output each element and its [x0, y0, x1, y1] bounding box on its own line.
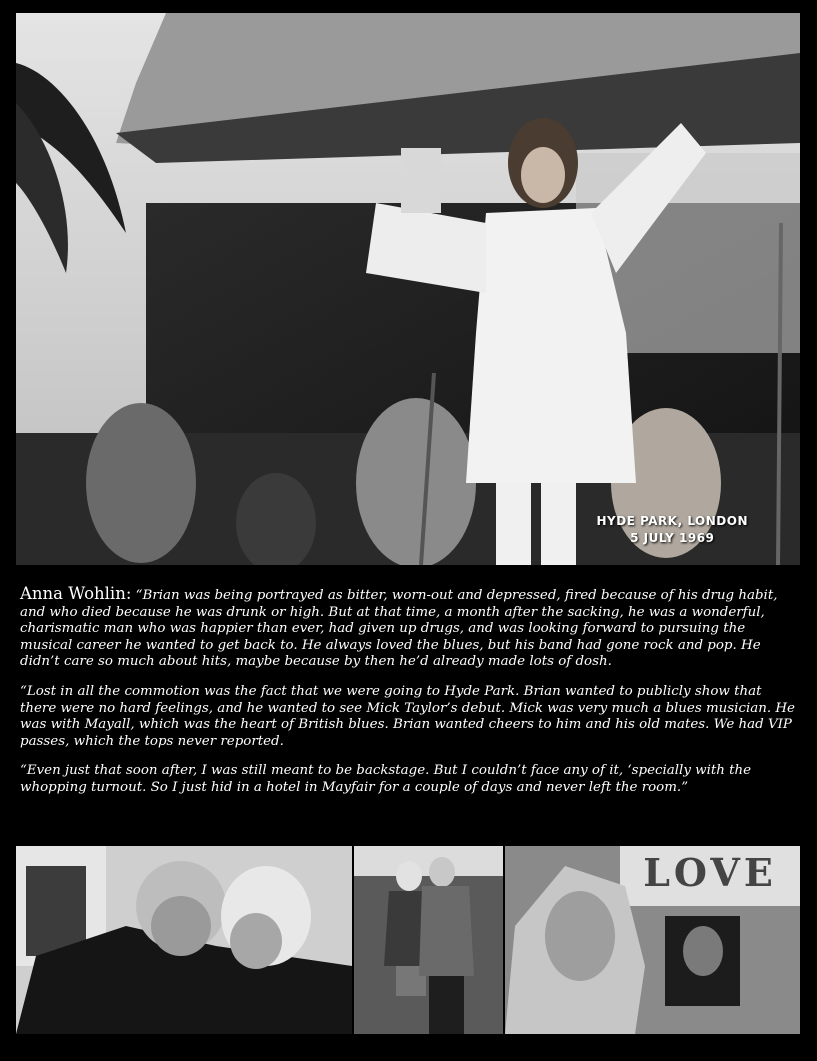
- speaker-name: Anna Wohlin:: [20, 584, 132, 603]
- couple-embrace-image: [16, 846, 352, 1034]
- paragraph-2: “Lost in all the commotion was the fact that we were going to Hyde Park. Brian wanted to publicly show that there were no hard feelings, and he wanted to see Mick Taylor’s debut. Mick was very much a blues musician. He was with Mayall, which was the heart of British blues. Brian wanted cheers to him and his old mates. We had VIP passes, which the tops never reported.: [20, 683, 795, 749]
- hero-photo-image: [16, 13, 800, 565]
- paragraph-3: “Even just that soon after, I was still meant to be backstage. But I couldn’t face any of it, ‘specially with the whopping turnout. So I just hid in a hotel in Mayfair for a couple of days and never left the room.”: [20, 763, 752, 795]
- article-text: [20, 586, 798, 810]
- quote-1: “Brian was being portrayed as bitter, worn-out and depressed, fired because of his drug habit, and who died because he was drunk or high. But at that time, a month after the sacking, he was a wonderful, charismatic man who was happier than ever, had given up drugs, and was looking forward to pursuing the musical career he wanted to get back to. He always loved the blues, but his band had gone rock and pop. He didn’t care so much about hits, maybe because by then he’d already made lots of dosh.: [20, 588, 778, 670]
- couple-standing-image: [354, 846, 503, 1034]
- love-sign-image: [505, 846, 800, 1034]
- couple-standing-photo: [354, 846, 503, 1034]
- couple-embrace-photo: [16, 846, 352, 1034]
- paragraph-1: [20, 586, 798, 671]
- love-sign-photo: [505, 846, 800, 1034]
- love-sign-text: LOVE: [643, 850, 777, 895]
- caption-location: HYDE PARK, LONDON: [596, 514, 748, 528]
- caption-date: 5 JULY 1969: [630, 531, 715, 545]
- hero-photo: [16, 13, 800, 565]
- photo-caption: [597, 513, 749, 547]
